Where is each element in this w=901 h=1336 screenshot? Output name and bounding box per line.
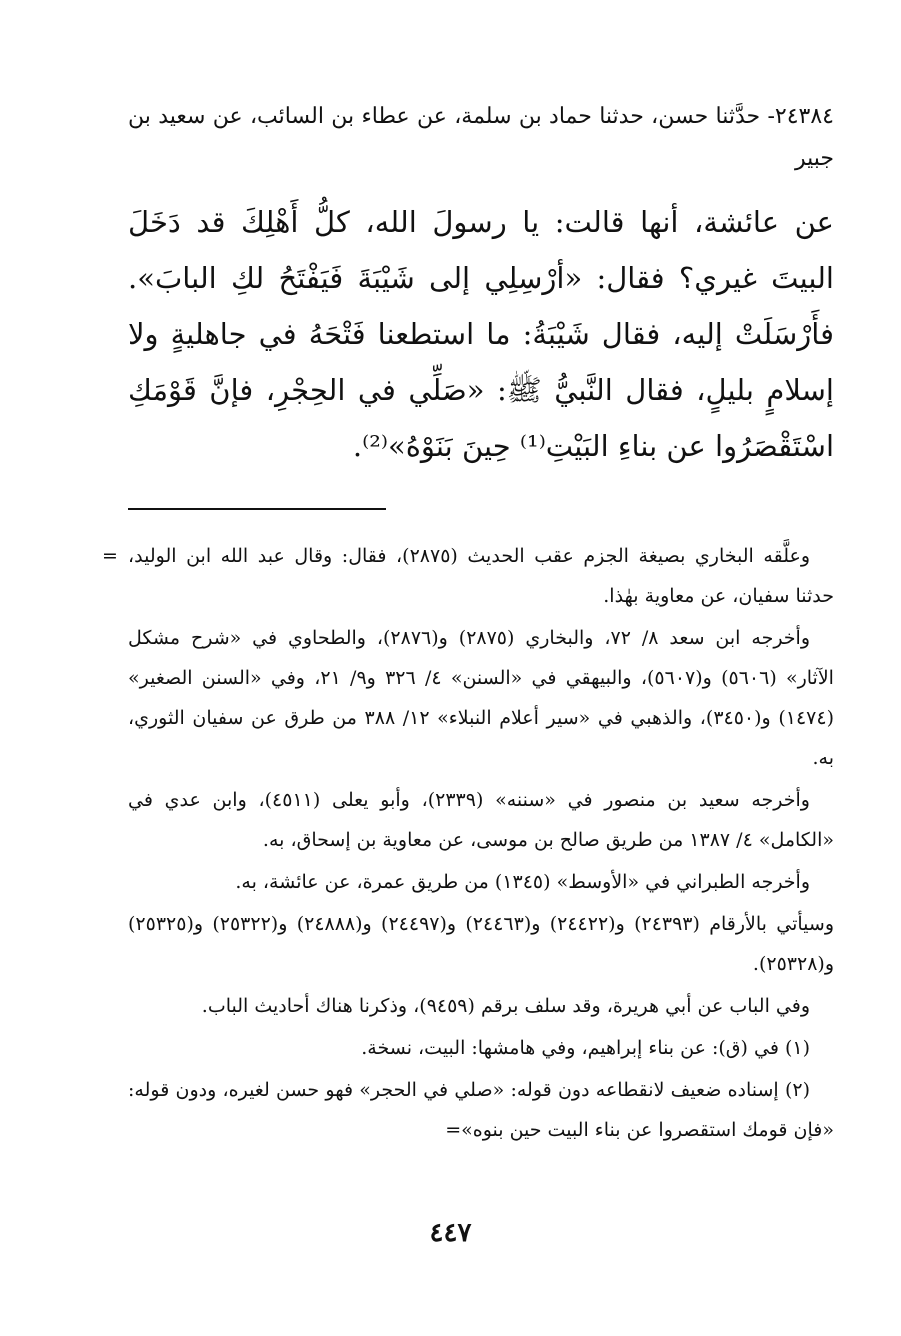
continuation-mark: = (102, 545, 118, 567)
footnote-text: وعلَّقه البخاري بصيغة الجزم عقب الحديث (٢٨٧٥)، فقال: وقال عبد الله ابن الوليد، حدثنا سفيان، عن معاوية بهٰذا. (128, 545, 834, 607)
footnote-2: (٢) إسناده ضعيف لانقطاعه دون قوله: «صلي في الحجر» فهو حسن لغيره، ودون قوله: «فإن قومك استقصروا عن بناء البيت حين بنوه»= (128, 1079, 834, 1141)
footnotes (102, 536, 835, 1150)
footnote-paragraph (102, 536, 834, 616)
footnote-1: (١) في (ق): عن بناء إبراهيم، وفي هامشها: البيت، نسخة. (361, 1037, 810, 1059)
page-body (102, 96, 835, 1152)
footnote-separator (128, 508, 386, 510)
page-number: ٤٤٧ (429, 1218, 472, 1248)
footnote-paragraph: وأخرجه سعيد بن منصور في «سننه» (٢٣٣٩)، وأبو يعلى (٤٥١١)، وابن عدي في «الكامل» ٤/ ١٣٨٧ من طريق صالح بن موسى، عن معاوية بن إسحاق، به. (128, 789, 834, 851)
footnote-paragraph: وأخرجه ابن سعد ٨/ ٧٢، والبخاري (٢٨٧٥) و(٢٨٧٦)، والطحاوي في «شرح مشكل الآثار» (٥٦٠٦) و(٥٦٠٧)، والبيهقي في «السنن» ٤/ ٣٢٦ و٩/ ٢١، وفي «السنن الصغير» (١٤٧٤) و(٣٤٥٠)، والذهبي في «سير أعلام النبلاء» ١٢/ ٣٨٨ من طرق عن سفيان الثوري، به. (128, 627, 834, 769)
footnote-paragraph: وأخرجه الطبراني في «الأوسط» (١٣٤٥) من طريق عمرة، عن عائشة، به. (235, 871, 810, 893)
hadith-isnad: ٢٤٣٨٤- حدَّثنا حسن، حدثنا حماد بن سلمة، عن عطاء بن السائب، عن سعيد بن جبير (128, 104, 834, 171)
footnote-paragraph: وسيأتي بالأرقام (٢٤٣٩٣) و(٢٤٤٢٢) و(٢٤٤٦٣) و(٢٤٤٩٧) و(٢٤٨٨٨) و(٢٥٣٢٢) و(٢٥٣٢٥) و(٢٥٣٢٨). (128, 913, 835, 975)
footnote-paragraph: وفي الباب عن أبي هريرة، وقد سلف برقم (٩٤٥٩)، وذكرنا هناك أحاديث الباب. (201, 995, 810, 1017)
hadith-matn: عن عائشة، أنها قالت: يا رسولَ الله، كلُّ أَهْلِكَ قد دَخَلَ البيتَ غيري؟ فقال: «أرْسِلِي إلى شَيْبَةَ فَيَفْتَحُ لكِ البابَ». فأَرْسَلَتْ إليه، فقال شَيْبَةُ: ما استطعنا فَتْحَهُ في جاهليةٍ ولا إسلامٍ بليلٍ، فقال النَّبيُّ ﷺ: «صَلِّي في الحِجْرِ، فإنَّ قَوْمَكِ اسْتَقْصَرُوا عن بناءِ البَيْتِ⁽¹⁾ حِينَ بَنَوْهُ»⁽²⁾. (128, 205, 834, 463)
